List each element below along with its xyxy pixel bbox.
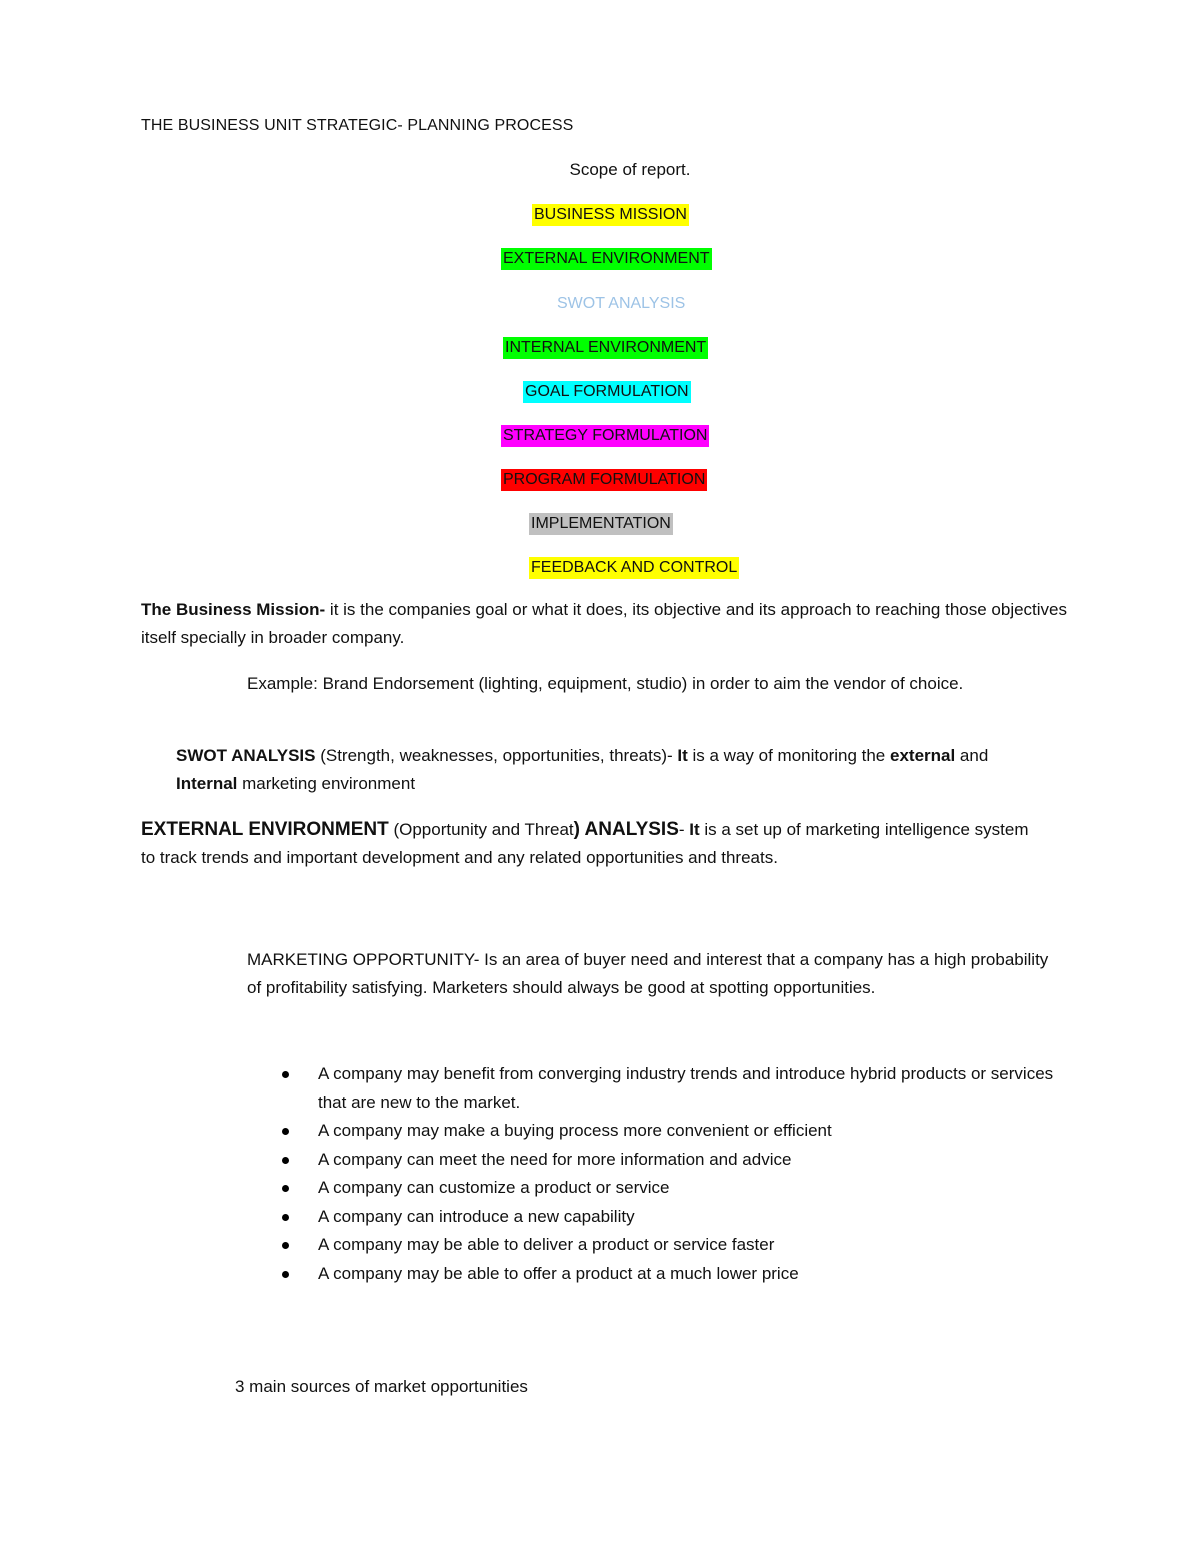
marketing-opportunity-heading: MARKETING OPPORTUNITY bbox=[247, 950, 474, 969]
swot-paragraph bbox=[176, 742, 1026, 798]
bullet-icon bbox=[282, 1071, 289, 1078]
list-item-text: A company may be able to deliver a product or service faster bbox=[318, 1235, 775, 1254]
list-item-text: A company can meet the need for more information and advice bbox=[318, 1149, 792, 1169]
swot-it: It bbox=[677, 746, 688, 765]
scope-label-text: Scope of report. bbox=[569, 160, 691, 179]
scope-label bbox=[0, 160, 1200, 180]
list-item bbox=[282, 1174, 1082, 1203]
external-environment-paragraph bbox=[141, 816, 1031, 872]
external-environment-close: ) bbox=[573, 819, 580, 840]
swot-external: external bbox=[890, 746, 956, 765]
scope-item: INTERNAL ENVIRONMENT bbox=[503, 337, 708, 359]
business-mission-paragraph bbox=[141, 596, 1071, 652]
marketing-opportunity-dash: - bbox=[473, 950, 485, 969]
swot-dash: - bbox=[667, 746, 678, 765]
bullet-icon bbox=[282, 1185, 289, 1192]
list-item bbox=[282, 1203, 1082, 1232]
scope-item: EXTERNAL ENVIRONMENT bbox=[501, 248, 712, 270]
business-mission-text: it is the companies goal or what it does, its objective and its approach to reaching those objectives itself specially in broader company. bbox=[141, 600, 1068, 647]
list-item bbox=[282, 1231, 1082, 1260]
scope-item: FEEDBACK AND CONTROL bbox=[529, 557, 739, 579]
sources-label: 3 main sources of market opportunities bbox=[235, 1377, 528, 1396]
scope-item: PROGRAM FORMULATION bbox=[501, 469, 707, 491]
document-title: THE BUSINESS UNIT STRATEGIC- PLANNING PROCESS bbox=[141, 117, 574, 134]
list-item-text: A company may be able to offer a product at a much lower price bbox=[318, 1263, 799, 1283]
external-environment-analysis: ANALYSIS bbox=[579, 819, 679, 840]
list-item-text: A company may make a buying process more convenient or efficient bbox=[318, 1121, 832, 1140]
external-environment-it: It bbox=[689, 820, 700, 839]
list-item-text: A company can introduce a new capability bbox=[318, 1206, 635, 1226]
swot-paren: (Strength, weaknesses, opportunities, threats) bbox=[315, 746, 667, 765]
business-mission-heading: The Business Mission- bbox=[141, 600, 326, 619]
scope-item: GOAL FORMULATION bbox=[523, 381, 691, 403]
list-item bbox=[282, 1146, 1082, 1175]
external-environment-heading: EXTERNAL ENVIRONMENT bbox=[141, 819, 389, 840]
swot-and: and bbox=[955, 746, 989, 765]
list-item bbox=[282, 1260, 1082, 1289]
bullet-icon bbox=[282, 1271, 289, 1278]
swot-internal: Internal bbox=[176, 774, 238, 793]
opportunity-bullet-list bbox=[282, 1060, 1082, 1288]
external-environment-dash: - bbox=[678, 820, 690, 839]
swot-heading: SWOT ANALYSIS bbox=[176, 746, 316, 765]
list-item bbox=[282, 1117, 1082, 1146]
swot-text-2: marketing environment bbox=[237, 774, 416, 793]
scope-item: BUSINESS MISSION bbox=[532, 204, 689, 226]
bullet-icon bbox=[282, 1128, 289, 1135]
list-item-text: A company may benefit from converging industry trends and introduce hybrid products or services that are new to the market. bbox=[318, 1064, 1054, 1112]
external-environment-paren: (Opportunity and Threat bbox=[388, 820, 574, 839]
bullet-icon bbox=[282, 1214, 289, 1221]
marketing-opportunity-paragraph bbox=[247, 946, 1067, 1002]
business-mission-example: Example: Brand Endorsement (lighting, equipment, studio) in order to aim the vendor of choice. bbox=[247, 674, 964, 693]
bullet-icon bbox=[282, 1242, 289, 1249]
scope-item: IMPLEMENTATION bbox=[529, 513, 673, 535]
swot-text-1: is a way of monitoring the bbox=[687, 746, 890, 765]
marketing-opportunity-text: Is an area of buyer need and interest that a company has a high probability of profitability satisfying. Marketers should always be good at spotting opportunities. bbox=[247, 950, 1049, 997]
list-item-text: A company can customize a product or service bbox=[318, 1178, 670, 1197]
bullet-icon bbox=[282, 1157, 289, 1164]
scope-item: STRATEGY FORMULATION bbox=[501, 425, 709, 447]
list-item bbox=[282, 1060, 1082, 1117]
external-environment-text: is a set up of marketing intelligence system to track trends and important development and any related opportunities and threats. bbox=[141, 820, 1029, 867]
scope-item: SWOT ANALYSIS bbox=[557, 295, 686, 312]
